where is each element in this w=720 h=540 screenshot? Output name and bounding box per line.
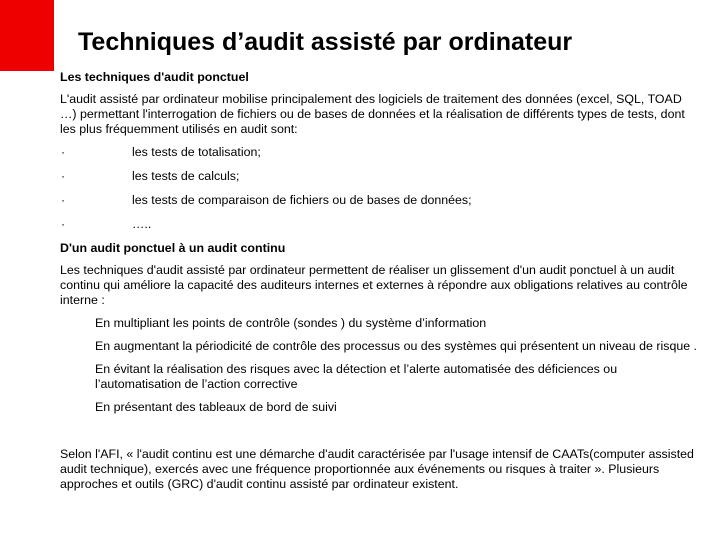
sub-item: En présentant des tableaux de bord de suivi: [95, 400, 337, 414]
bullet-marker: ·: [61, 217, 66, 231]
page-title: Techniques d’audit assisté par ordinateur: [78, 28, 573, 56]
sub-item: En multipliant les points de contrôle (sondes ) du système d’information: [95, 316, 487, 330]
bullet-item: [60, 169, 700, 184]
bullet-text: les tests de totalisation;: [132, 145, 261, 159]
section1-heading: Les techniques d'audit ponctuel: [60, 70, 249, 84]
section1-intro: L'audit assisté par ordinateur mobilise principalement des logiciels de traitement des données (excel, SQL, TOAD …) permettant l'interrogation de fichiers ou de bases de données et la réalisation de différents types de tests, dont les plus fréquemment utilisés en audit sont:: [60, 92, 685, 136]
bullet-marker: ·: [61, 169, 66, 183]
bullet-marker: ·: [61, 145, 66, 159]
bullet-text: …..: [132, 217, 152, 231]
bullet-text: les tests de comparaison de fichiers ou de bases de données;: [132, 193, 472, 207]
bullet-item: [60, 193, 700, 208]
section2-heading: D'un audit ponctuel à un audit continu: [60, 241, 286, 255]
sub-item: En augmentant la périodicité de contrôle des processus ou des systèmes qui présentent un niveau de risque .: [95, 339, 697, 353]
bullet-item: [60, 217, 700, 232]
sub-item: En évitant la réalisation des risques avec la détection et l’alerte automatisée des déficiences ou l’automatisation de l’action corrective: [95, 362, 618, 391]
closing-paragraph: Selon l'AFI, « l'audit continu est une démarche d'audit caractérisée par l'usage intensif de CAATs(computer assisted audit technique), exercés avec une fréquence proportionnée aux événements ou risques à traiter ». Plusieurs approches et outils (GRC) d'audit continu assisté par ordinateur existent.: [60, 447, 694, 491]
bullet-marker: ·: [61, 193, 66, 207]
bullet-text: les tests de calculs;: [132, 169, 240, 183]
slide-content: [60, 70, 700, 500]
red-accent-bar: [0, 0, 54, 71]
bullet-item: [60, 145, 700, 160]
section2-intro: Les techniques d'audit assisté par ordinateur permettent de réaliser un glissement d'un audit ponctuel à un audit continu qui améliore la capacité des auditeurs internes et externes à répondre aux obligations relatives au contrôle interne :: [60, 263, 688, 307]
